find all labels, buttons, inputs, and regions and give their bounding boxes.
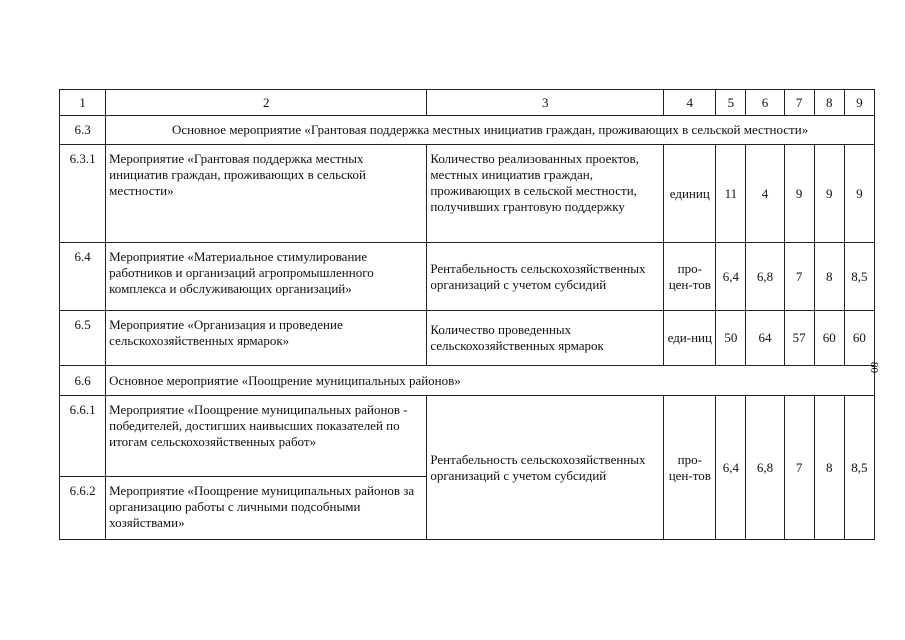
header-cell: 2 (106, 90, 427, 116)
measure-cell: Мероприятие «Материальное стимулирование работников и организаций агропромышленного комплекса и обслуживающих организаций» (106, 243, 427, 311)
header-cell: 8 (814, 90, 844, 116)
value-cell: 8,5 (844, 396, 874, 540)
value-cell: 11 (716, 145, 746, 243)
row-number: 6.6.1 (60, 396, 106, 477)
value-cell: 9 (784, 145, 814, 243)
table-row (60, 145, 875, 243)
value-cell: 60 (814, 311, 844, 366)
table-row (60, 396, 875, 477)
header-cell: 7 (784, 90, 814, 116)
table-row (60, 311, 875, 366)
indicator-cell: Количество проведенных сельскохозяйственных ярмарок (427, 311, 664, 366)
value-cell: 9 (814, 145, 844, 243)
value-cell: 8 (814, 243, 844, 311)
unit-cell: про-цен-тов (664, 243, 716, 311)
header-cell: 1 (60, 90, 106, 116)
section-title: Основное мероприятие «Поощрение муниципальных районов» (106, 366, 875, 396)
row-number: 6.3.1 (60, 145, 106, 243)
value-cell: 57 (784, 311, 814, 366)
header-cell: 3 (427, 90, 664, 116)
row-number: 6.6.2 (60, 477, 106, 540)
header-row (60, 90, 875, 116)
program-table (59, 89, 875, 540)
value-cell: 6,4 (716, 396, 746, 540)
row-number: 6.4 (60, 243, 106, 311)
value-cell: 7 (784, 396, 814, 540)
unit-cell: еди-ниц (664, 311, 716, 366)
row-number: 6.6 (60, 366, 106, 396)
header-cell: 9 (844, 90, 874, 116)
value-cell: 50 (716, 311, 746, 366)
header-cell: 6 (746, 90, 784, 116)
row-number: 6.5 (60, 311, 106, 366)
value-cell: 8,5 (844, 243, 874, 311)
value-cell: 8 (814, 396, 844, 540)
measure-cell: Мероприятие «Поощрение муниципальных районов за организацию работы с личными подсобными хозяйствами» (106, 477, 427, 540)
value-cell: 7 (784, 243, 814, 311)
value-cell: 64 (746, 311, 784, 366)
unit-cell: про-цен-тов (664, 396, 716, 540)
measure-cell: Мероприятие «Грантовая поддержка местных инициатив граждан, проживающих в сельской местности» (106, 145, 427, 243)
value-cell: 6,4 (716, 243, 746, 311)
indicator-cell: Рентабельность сельскохозяйственных организаций с учетом субсидий (427, 396, 664, 540)
value-cell: 6,8 (746, 396, 784, 540)
value-cell: 4 (746, 145, 784, 243)
table-row (60, 243, 875, 311)
measure-cell: Мероприятие «Организация и проведение сельскохозяйственных ярмарок» (106, 311, 427, 366)
value-cell: 6,8 (746, 243, 784, 311)
value-cell: 9 (844, 145, 874, 243)
header-cell: 5 (716, 90, 746, 116)
section-row (60, 116, 875, 145)
indicator-cell: Рентабельность сельскохозяйственных организаций с учетом субсидий (427, 243, 664, 311)
value-cell: 60 (844, 311, 874, 366)
unit-cell: единиц (664, 145, 716, 243)
measure-cell: Мероприятие «Поощрение муниципальных районов - победителей, достигших наивысших показателей по итогам сельскохозяйственных работ» (106, 396, 427, 477)
indicator-cell: Количество реализованных проектов, местных инициатив граждан, проживающих в сельской местности, получивших грантовую поддержку (427, 145, 664, 243)
section-title: Основное мероприятие «Грантовая поддержка местных инициатив граждан, проживающих в сельской местности» (106, 116, 875, 145)
header-cell: 4 (664, 90, 716, 116)
row-number: 6.3 (60, 116, 106, 145)
section-row (60, 366, 875, 396)
page-number: 80 (868, 362, 880, 373)
